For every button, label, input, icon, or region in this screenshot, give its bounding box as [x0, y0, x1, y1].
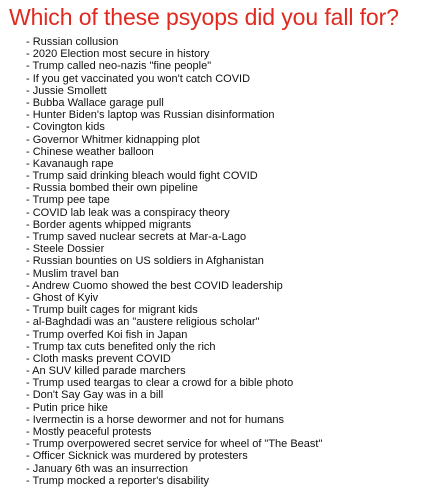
list-item: - Hunter Biden's laptop was Russian disinformation [26, 109, 275, 122]
list-item: - Covington kids [26, 121, 105, 134]
list-item: - Trump overpowered secret service for wheel of "The Beast" [26, 438, 323, 451]
list-item: - Trump overfed Koi fish in Japan [26, 328, 188, 341]
page-title: Which of these psyops did you fall for? [9, 4, 399, 30]
list-item: - Bubba Wallace garage pull [26, 96, 164, 109]
list-item: - Russian bounties on US soldiers in Afghanistan [26, 255, 264, 268]
list-item: - Ivermectin is a horse dewormer and not for humans [26, 413, 285, 426]
list-item: - Ghost of Kyiv [26, 291, 99, 304]
list-item: - Steele Dossier [26, 243, 105, 256]
list-item: - Trump built cages for migrant kids [26, 304, 198, 317]
list-item: - Trump called neo-nazis "fine people" [26, 60, 212, 73]
list-item: - If you get vaccinated you won't catch COVID [26, 72, 251, 85]
list-item: - Trump saved nuclear secrets at Mar-a-Lago [26, 231, 247, 243]
list-item: - Trump mocked a reporter's disability [26, 474, 210, 487]
list-item: - Governor Whitmer kidnapping plot [26, 133, 200, 146]
list-item: - Muslim travel ban [26, 267, 119, 280]
list-item: - Russian collusion [26, 36, 119, 48]
list-item: - Trump said drinking bleach would fight COVID [26, 170, 258, 183]
list-item: - al-Baghdadi was an "austere religious scholar" [26, 316, 260, 329]
list-item: - Jussie Smollett [26, 84, 107, 97]
list-item: - Trump tax cuts benefited only the rich [26, 340, 216, 353]
list-item: - Trump pee tape [26, 194, 110, 207]
list-item: - Trump used teargas to clear a crowd for a bible photo [26, 377, 294, 390]
list-item: - Chinese weather balloon [26, 145, 154, 158]
list-item: - Border agents whipped migrants [26, 218, 192, 231]
list-item: - Don't Say Gay was in a bill [26, 389, 164, 402]
list-item: - Putin price hike [26, 401, 108, 414]
list-item: - Russia bombed their own pipeline [26, 182, 198, 195]
list-item: - Cloth masks prevent COVID [26, 352, 171, 365]
list-item: - 2020 Election most secure in history [26, 48, 210, 61]
list-item: - January 6th was an insurrection [26, 462, 189, 475]
list-item: - An SUV killed parade marchers [26, 365, 186, 378]
psyops-list [26, 36, 322, 487]
list-item: - Andrew Cuomo showed the best COVID leadership [26, 279, 283, 292]
list-item: - Officer Sicknick was murdered by protesters [26, 450, 248, 463]
list-item: - COVID lab leak was a conspiracy theory [26, 206, 230, 219]
list-item: - Mostly peaceful protests [26, 426, 152, 438]
list-item: - Kavanaugh rape [26, 157, 114, 170]
